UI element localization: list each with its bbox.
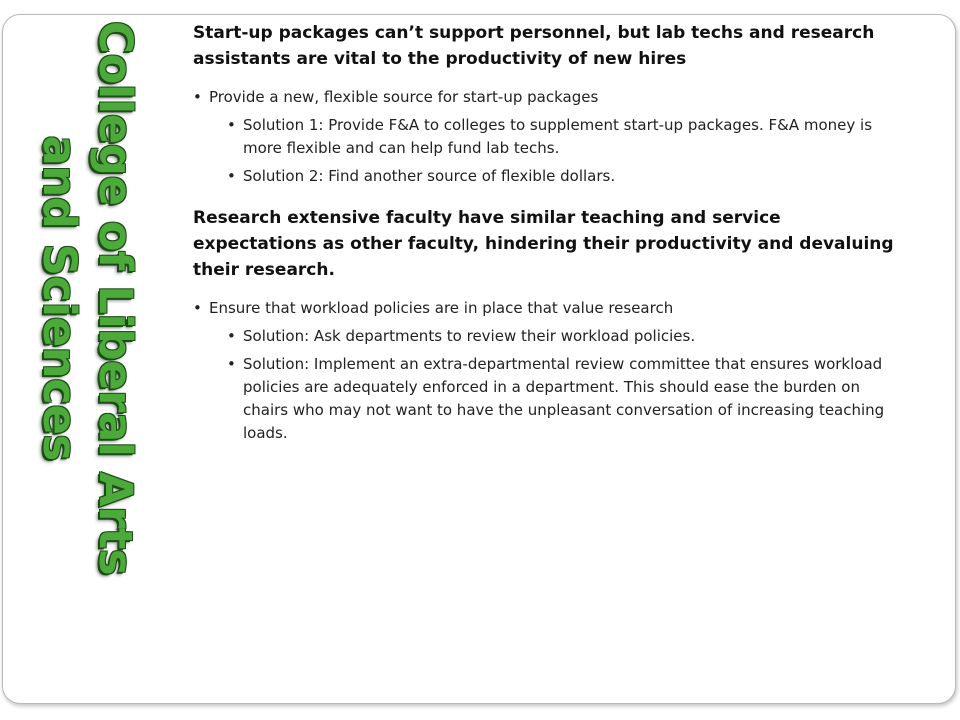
section-1-sub-bullets (227, 114, 903, 188)
bullet-icon: • (227, 327, 236, 345)
section-2-bullets (193, 297, 903, 445)
slide-content (193, 20, 903, 450)
section-2-sub-bullet-1-text: Solution: Ask departments to review their workload policies. (243, 327, 696, 345)
section-1-sub-bullet-1-text: Solution 1: Provide F&A to colleges to supplement start-up packages. F&A money is more flexible and can help fund lab techs. (243, 116, 873, 157)
section-1-sub-bullet-2-text: Solution 2: Find another source of flexible dollars. (243, 167, 616, 185)
section-1-sub-bullet-2 (227, 165, 903, 188)
bullet-icon: • (193, 299, 202, 317)
section-2-sub-bullets (227, 325, 903, 445)
section-2-bullet-text: Ensure that workload policies are in place that value research (209, 299, 674, 317)
section-1-sub-bullet-1 (227, 114, 903, 160)
bullet-icon: • (227, 355, 236, 373)
vertical-title-line-2: and Sciences (33, 135, 86, 461)
bullet-icon: • (193, 88, 202, 106)
section-1-bullets (193, 86, 903, 188)
bullet-icon: • (227, 116, 236, 134)
section-2-bullet (193, 297, 903, 445)
bullet-icon: • (227, 167, 236, 185)
vertical-title (12, 20, 162, 576)
section-2-heading: Research extensive faculty have similar teaching and service expectations as other faculty, hindering their productivity and devaluing their research. (193, 208, 894, 280)
section-2-sub-bullet-1 (227, 325, 903, 348)
vertical-title-line-1: College of Liberal Arts (89, 20, 142, 576)
section-2-sub-bullet-2-text: Solution: Implement an extra-departmental review committee that ensures workload policies are adequately enforced in a department. This should ease the burden on chairs who may not want to have the unpleasant conversation of increasing teaching loads. (243, 355, 885, 442)
section-1-bullet (193, 86, 903, 188)
section-1-bullet-text: Provide a new, flexible source for start-up packages (209, 88, 599, 106)
section-1-heading: Start-up packages can’t support personnel, but lab techs and research assistants are vital to the productivity of new hires (193, 23, 875, 69)
section-2-sub-bullet-2 (227, 353, 903, 445)
